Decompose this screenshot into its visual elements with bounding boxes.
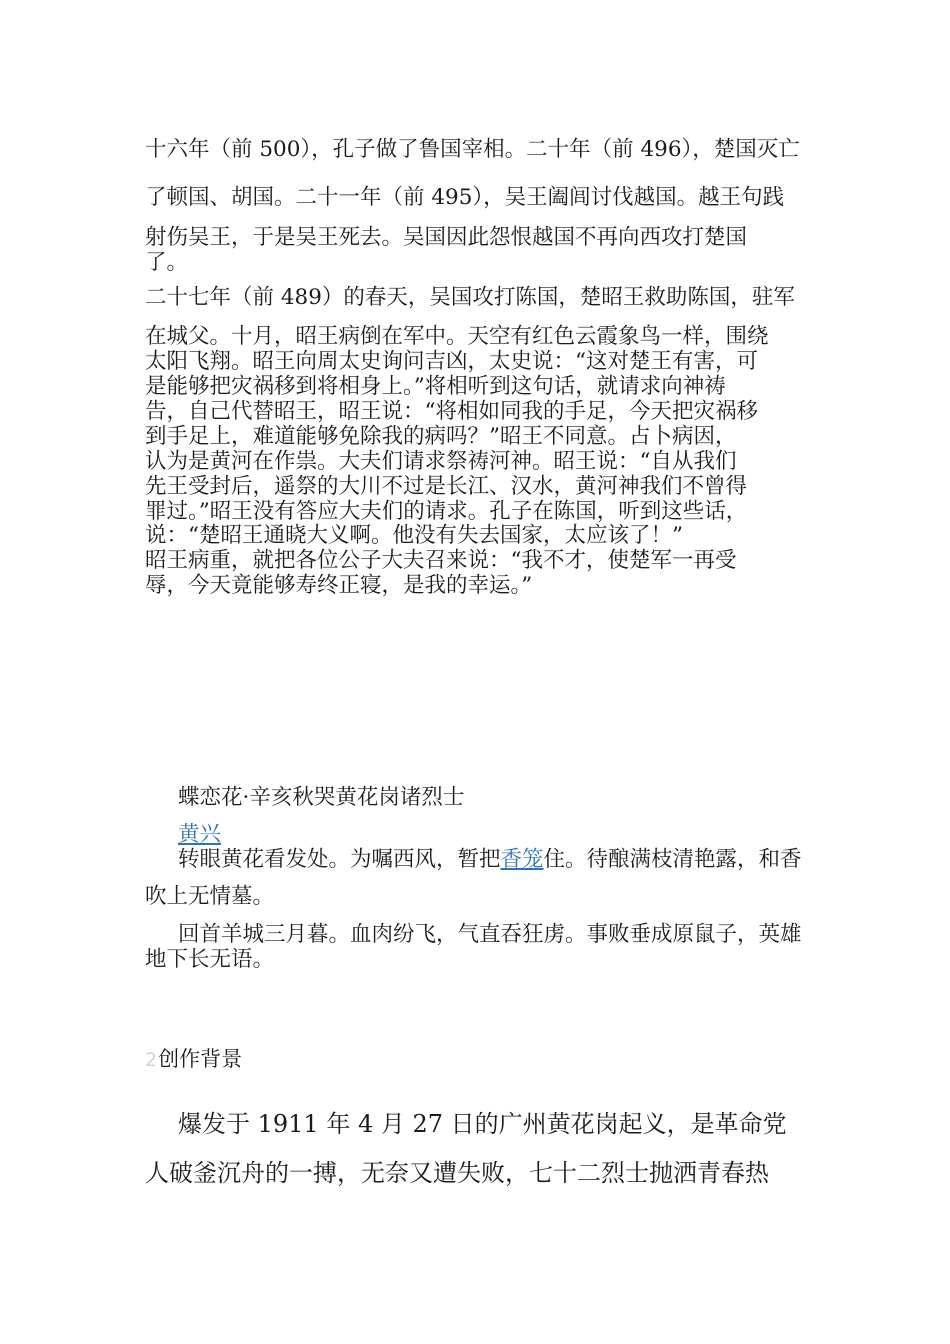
history-line: 太阳飞翔。昭王向周太史询问吉凶，太史说：“这对楚王有害，可 (145, 349, 758, 374)
section-heading (145, 1045, 242, 1074)
history-line: 了。 (145, 250, 189, 275)
poem-text: 转眼黄花看发处。为嘱西风，暂把 (178, 847, 501, 872)
history-line: 到手足上，难道能够免除我的病吗？”昭王不同意。占卜病因， (145, 424, 737, 449)
poem-title: 蝶恋花·辛亥秋哭黄花岗诸烈士 (178, 785, 465, 810)
history-line: 了顿国、胡国。二十一年（前 495），吴王阖闾讨伐越国。越王句践 (145, 185, 785, 210)
history-line: 是能够把灾祸移到将相身上。”将相听到这句话，就请求向神祷 (145, 374, 726, 399)
history-line: 昭王病重，就把各位公子大夫召来说：“我不才，使楚军一再受 (145, 548, 737, 573)
background-line: 人破釜沉舟的一搏，无奈又遭失败，七十二烈士抛洒青春热 (145, 1159, 769, 1187)
background-line: 爆发于 1911 年 4 月 27 日的广州黄花岗起义，是革命党 (178, 1110, 787, 1138)
poem-line: 吹上无情墓。 (145, 884, 275, 909)
history-line: 二十七年（前 489）的春天，吴国攻打陈国，楚昭王救助陈国，驻军 (145, 285, 795, 310)
history-line: 在城父。十月，昭王病倒在军中。天空有红色云霞象鸟一样，围绕 (145, 324, 769, 349)
history-line: 认为是黄河在作祟。大夫们请求祭祷河神。昭王说：“自从我们 (145, 449, 737, 474)
history-line: 罪过。”昭王没有答应大夫们的请求。孔子在陈国，听到这些话， (145, 499, 748, 524)
history-line: 辱，今天竟能够寿终正寝，是我的幸运。” (145, 573, 533, 598)
poem-author-link[interactable] (178, 822, 810, 848)
history-line: 说：“楚昭王通晓大义啊。他没有失去国家，太应该了！” (145, 523, 683, 548)
history-line: 先王受封后，遥祭的大川不过是长江、汉水，黄河神我们不曾得 (145, 474, 748, 499)
poem-line: 地下长无语。 (145, 947, 275, 972)
author-link-text[interactable]: 黄兴 (178, 822, 222, 847)
history-line: 射伤吴王，于是吴王死去。吴国因此怨恨越国不再向西攻打楚国 (145, 225, 748, 250)
poem-line: 回首羊城三月暮。血肉纷飞，气直吞狂虏。事败垂成原鼠子，英雄 (178, 922, 802, 947)
poem-text: 住。待酿满枝清艳露，和香 (543, 847, 802, 872)
history-line: 十六年（前 500），孔子做了鲁国宰相。二十年（前 496），楚国灭亡 (145, 137, 800, 162)
poem-line (178, 847, 810, 873)
history-line: 告，自己代替昭王，昭王说：“将相如同我的手足，今天把灾祸移 (145, 399, 758, 424)
section-number: 2 (145, 1049, 158, 1071)
xianglong-link[interactable]: 香笼 (500, 847, 544, 872)
section-title: 创作背景 (158, 1047, 243, 1071)
